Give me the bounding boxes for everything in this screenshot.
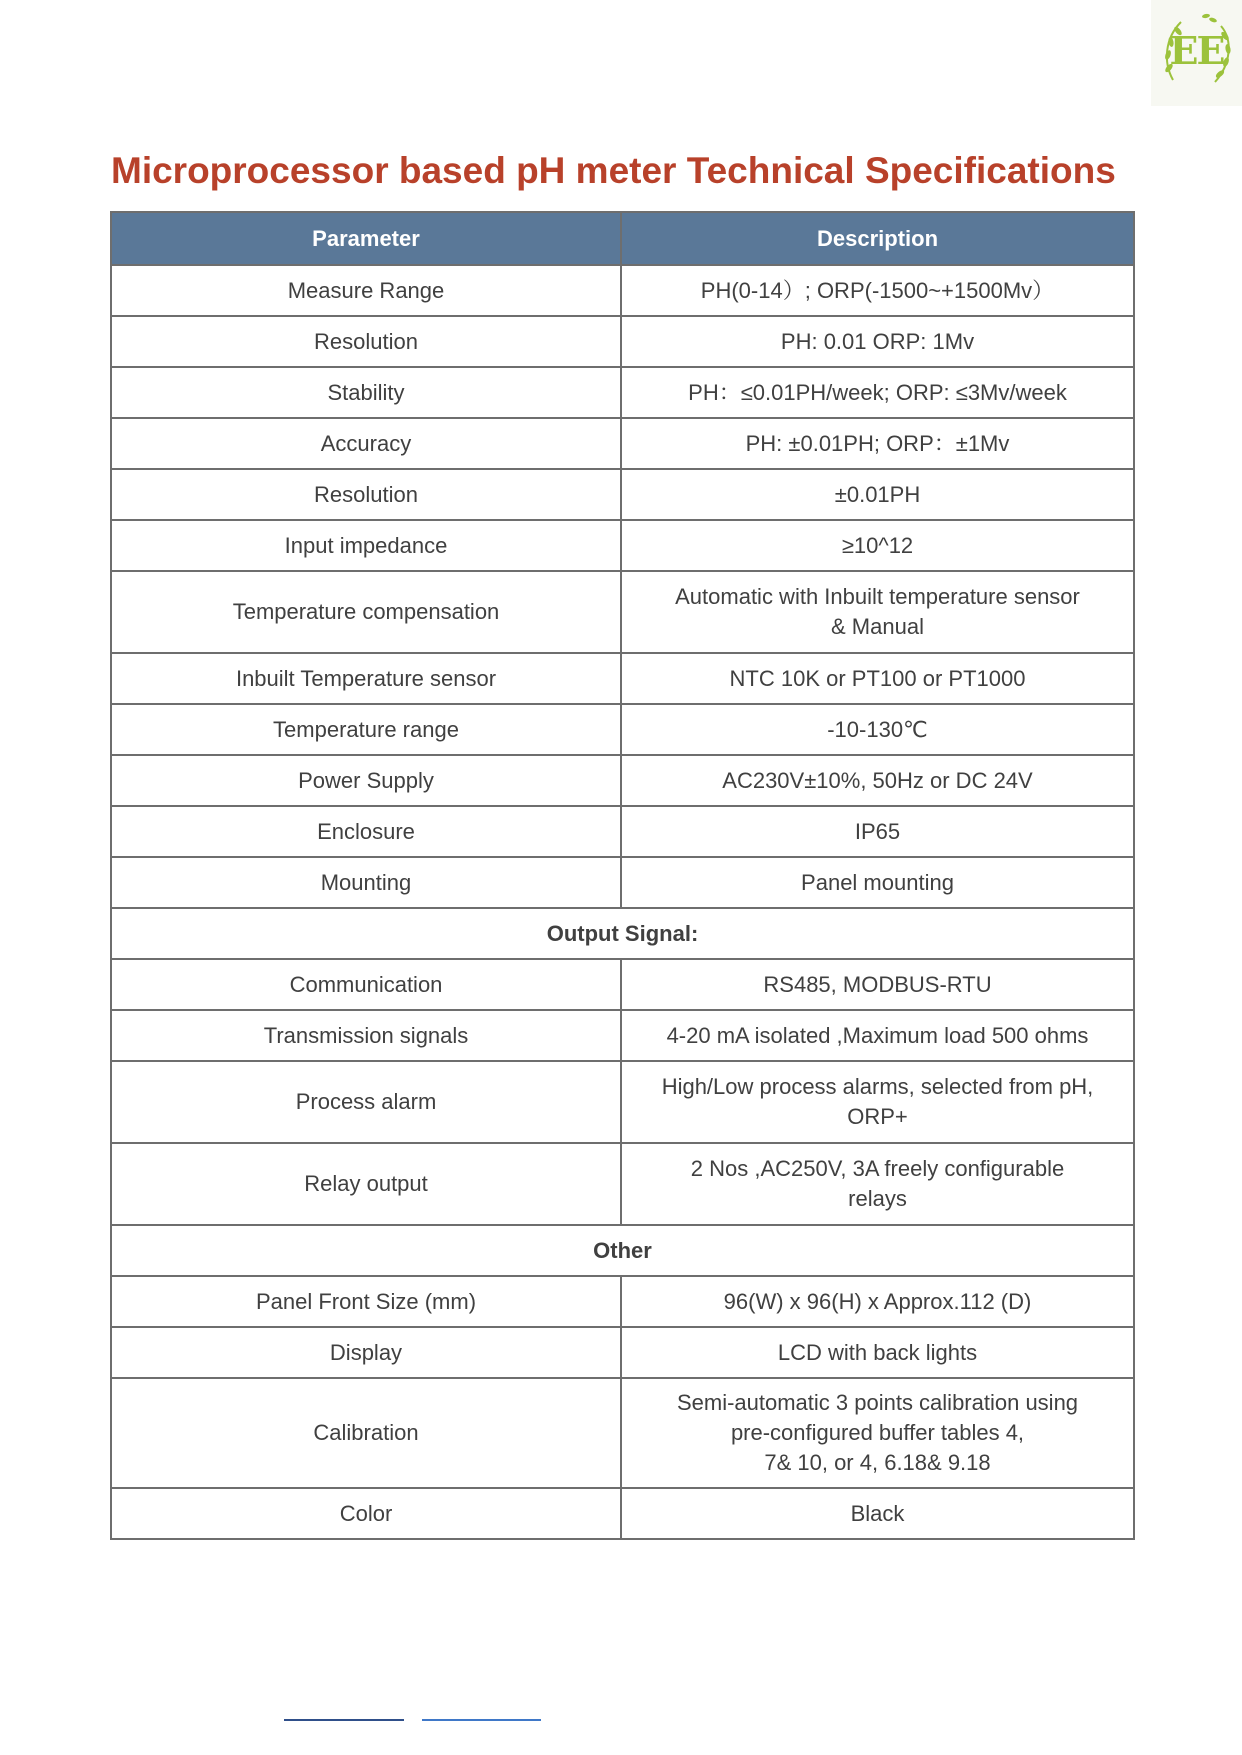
parameter-cell: Accuracy xyxy=(111,418,621,469)
description-cell xyxy=(621,1061,1134,1143)
page-title: Microprocessor based pH meter Technical Specifications xyxy=(111,150,1116,191)
footer-line-light xyxy=(422,1719,541,1721)
table-row xyxy=(111,1276,1134,1327)
description-line: ORP+ xyxy=(847,1104,908,1129)
parameter-cell: Temperature range xyxy=(111,704,621,755)
parameter-cell: Input impedance xyxy=(111,520,621,571)
description-cell xyxy=(621,265,1134,316)
parameter-cell: Panel Front Size (mm) xyxy=(111,1276,621,1327)
parameter-cell: Resolution xyxy=(111,469,621,520)
description-cell xyxy=(621,704,1134,755)
description-cell xyxy=(621,367,1134,418)
table-row xyxy=(111,1010,1134,1061)
description-line: High/Low process alarms, selected from pH, xyxy=(661,1074,1094,1099)
parameter-cell: Transmission signals xyxy=(111,1010,621,1061)
description-cell xyxy=(621,1327,1134,1378)
description-cell xyxy=(621,653,1134,704)
description-cell xyxy=(621,469,1134,520)
parameter-cell: Relay output xyxy=(111,1143,621,1225)
table-row xyxy=(111,316,1134,367)
description-cell xyxy=(621,316,1134,367)
table-row xyxy=(111,806,1134,857)
parameter-cell: Enclosure xyxy=(111,806,621,857)
header-parameter: Parameter xyxy=(111,212,621,265)
description-cell xyxy=(621,1276,1134,1327)
parameter-cell: Power Supply xyxy=(111,755,621,806)
description-line: PH：≤0.01PH/week; ORP: ≤3Mv/week xyxy=(688,379,1067,405)
description-line: Panel mounting xyxy=(801,869,954,895)
section-row xyxy=(111,908,1134,959)
description-line: PH: 0.01 ORP: 1Mv xyxy=(780,328,975,354)
description-line: ≥10^12 xyxy=(841,532,914,558)
table-row xyxy=(111,265,1134,316)
logo-text: EE xyxy=(1169,28,1224,73)
parameter-cell: Stability xyxy=(111,367,621,418)
description-cell xyxy=(621,1143,1134,1225)
parameter-cell: Process alarm xyxy=(111,1061,621,1143)
description-line: relays xyxy=(848,1186,907,1211)
table-row xyxy=(111,959,1134,1010)
description-line: Automatic with Inbuilt temperature sensor xyxy=(675,584,1080,609)
parameter-cell: Display xyxy=(111,1327,621,1378)
parameter-cell: Measure Range xyxy=(111,265,621,316)
parameter-cell: Color xyxy=(111,1488,621,1539)
description-line: PH: ±0.01PH; ORP：±1Mv xyxy=(745,430,1010,456)
table-row xyxy=(111,755,1134,806)
description-line: Semi-automatic 3 points calibration using xyxy=(676,1390,1079,1415)
description-cell xyxy=(621,571,1134,653)
table-row xyxy=(111,367,1134,418)
description-line: ±0.01PH xyxy=(834,481,921,507)
table-row xyxy=(111,469,1134,520)
table-row xyxy=(111,520,1134,571)
description-line: 96(W) x 96(H) x Approx.112 (D) xyxy=(723,1288,1032,1314)
description-line: PH(0-14）; ORP(-1500~+1500Mv） xyxy=(700,277,1055,303)
description-line: 2 Nos ,AC250V, 3A freely configurable xyxy=(690,1156,1065,1181)
section-label: Output Signal: xyxy=(111,908,1134,959)
description-line: AC230V±10%, 50Hz or DC 24V xyxy=(722,767,1033,793)
header-description: Description xyxy=(621,212,1134,265)
table-row xyxy=(111,1061,1134,1143)
description-cell xyxy=(621,1488,1134,1539)
description-cell xyxy=(621,959,1134,1010)
specifications-table xyxy=(110,211,1135,1540)
table-row xyxy=(111,1143,1134,1225)
footer-line-dark xyxy=(284,1719,404,1721)
description-cell xyxy=(621,1010,1134,1061)
table-header-row xyxy=(111,212,1134,265)
table-row xyxy=(111,857,1134,908)
description-line: -10-130℃ xyxy=(827,716,928,742)
parameter-cell: Communication xyxy=(111,959,621,1010)
parameter-cell: Inbuilt Temperature sensor xyxy=(111,653,621,704)
description-line: Black xyxy=(850,1500,905,1526)
description-cell xyxy=(621,418,1134,469)
description-line: IP65 xyxy=(854,818,901,844)
description-line: RS485, MODBUS-RTU xyxy=(763,971,992,997)
description-line: 7& 10, or 4, 6.18& 9.18 xyxy=(764,1450,991,1475)
description-line: 4-20 mA isolated ,Maximum load 500 ohms xyxy=(666,1022,1089,1048)
description-cell xyxy=(621,857,1134,908)
table-row xyxy=(111,653,1134,704)
description-line: NTC 10K or PT100 or PT1000 xyxy=(729,665,1026,691)
table-row xyxy=(111,704,1134,755)
parameter-cell: Temperature compensation xyxy=(111,571,621,653)
table-row xyxy=(111,571,1134,653)
description-cell xyxy=(621,806,1134,857)
description-line: & Manual xyxy=(831,614,924,639)
parameter-cell: Resolution xyxy=(111,316,621,367)
table-body xyxy=(111,265,1134,1539)
description-line: LCD with back lights xyxy=(777,1339,978,1365)
description-line: pre-configured buffer tables 4, xyxy=(730,1420,1025,1445)
description-cell xyxy=(621,520,1134,571)
parameter-cell: Calibration xyxy=(111,1378,621,1488)
description-cell xyxy=(621,755,1134,806)
table-row xyxy=(111,1488,1134,1539)
parameter-cell: Mounting xyxy=(111,857,621,908)
table-row xyxy=(111,1327,1134,1378)
table-row xyxy=(111,1378,1134,1488)
company-logo xyxy=(1151,0,1242,106)
section-row xyxy=(111,1225,1134,1276)
description-cell xyxy=(621,1378,1134,1488)
table-row xyxy=(111,418,1134,469)
section-label: Other xyxy=(111,1225,1134,1276)
